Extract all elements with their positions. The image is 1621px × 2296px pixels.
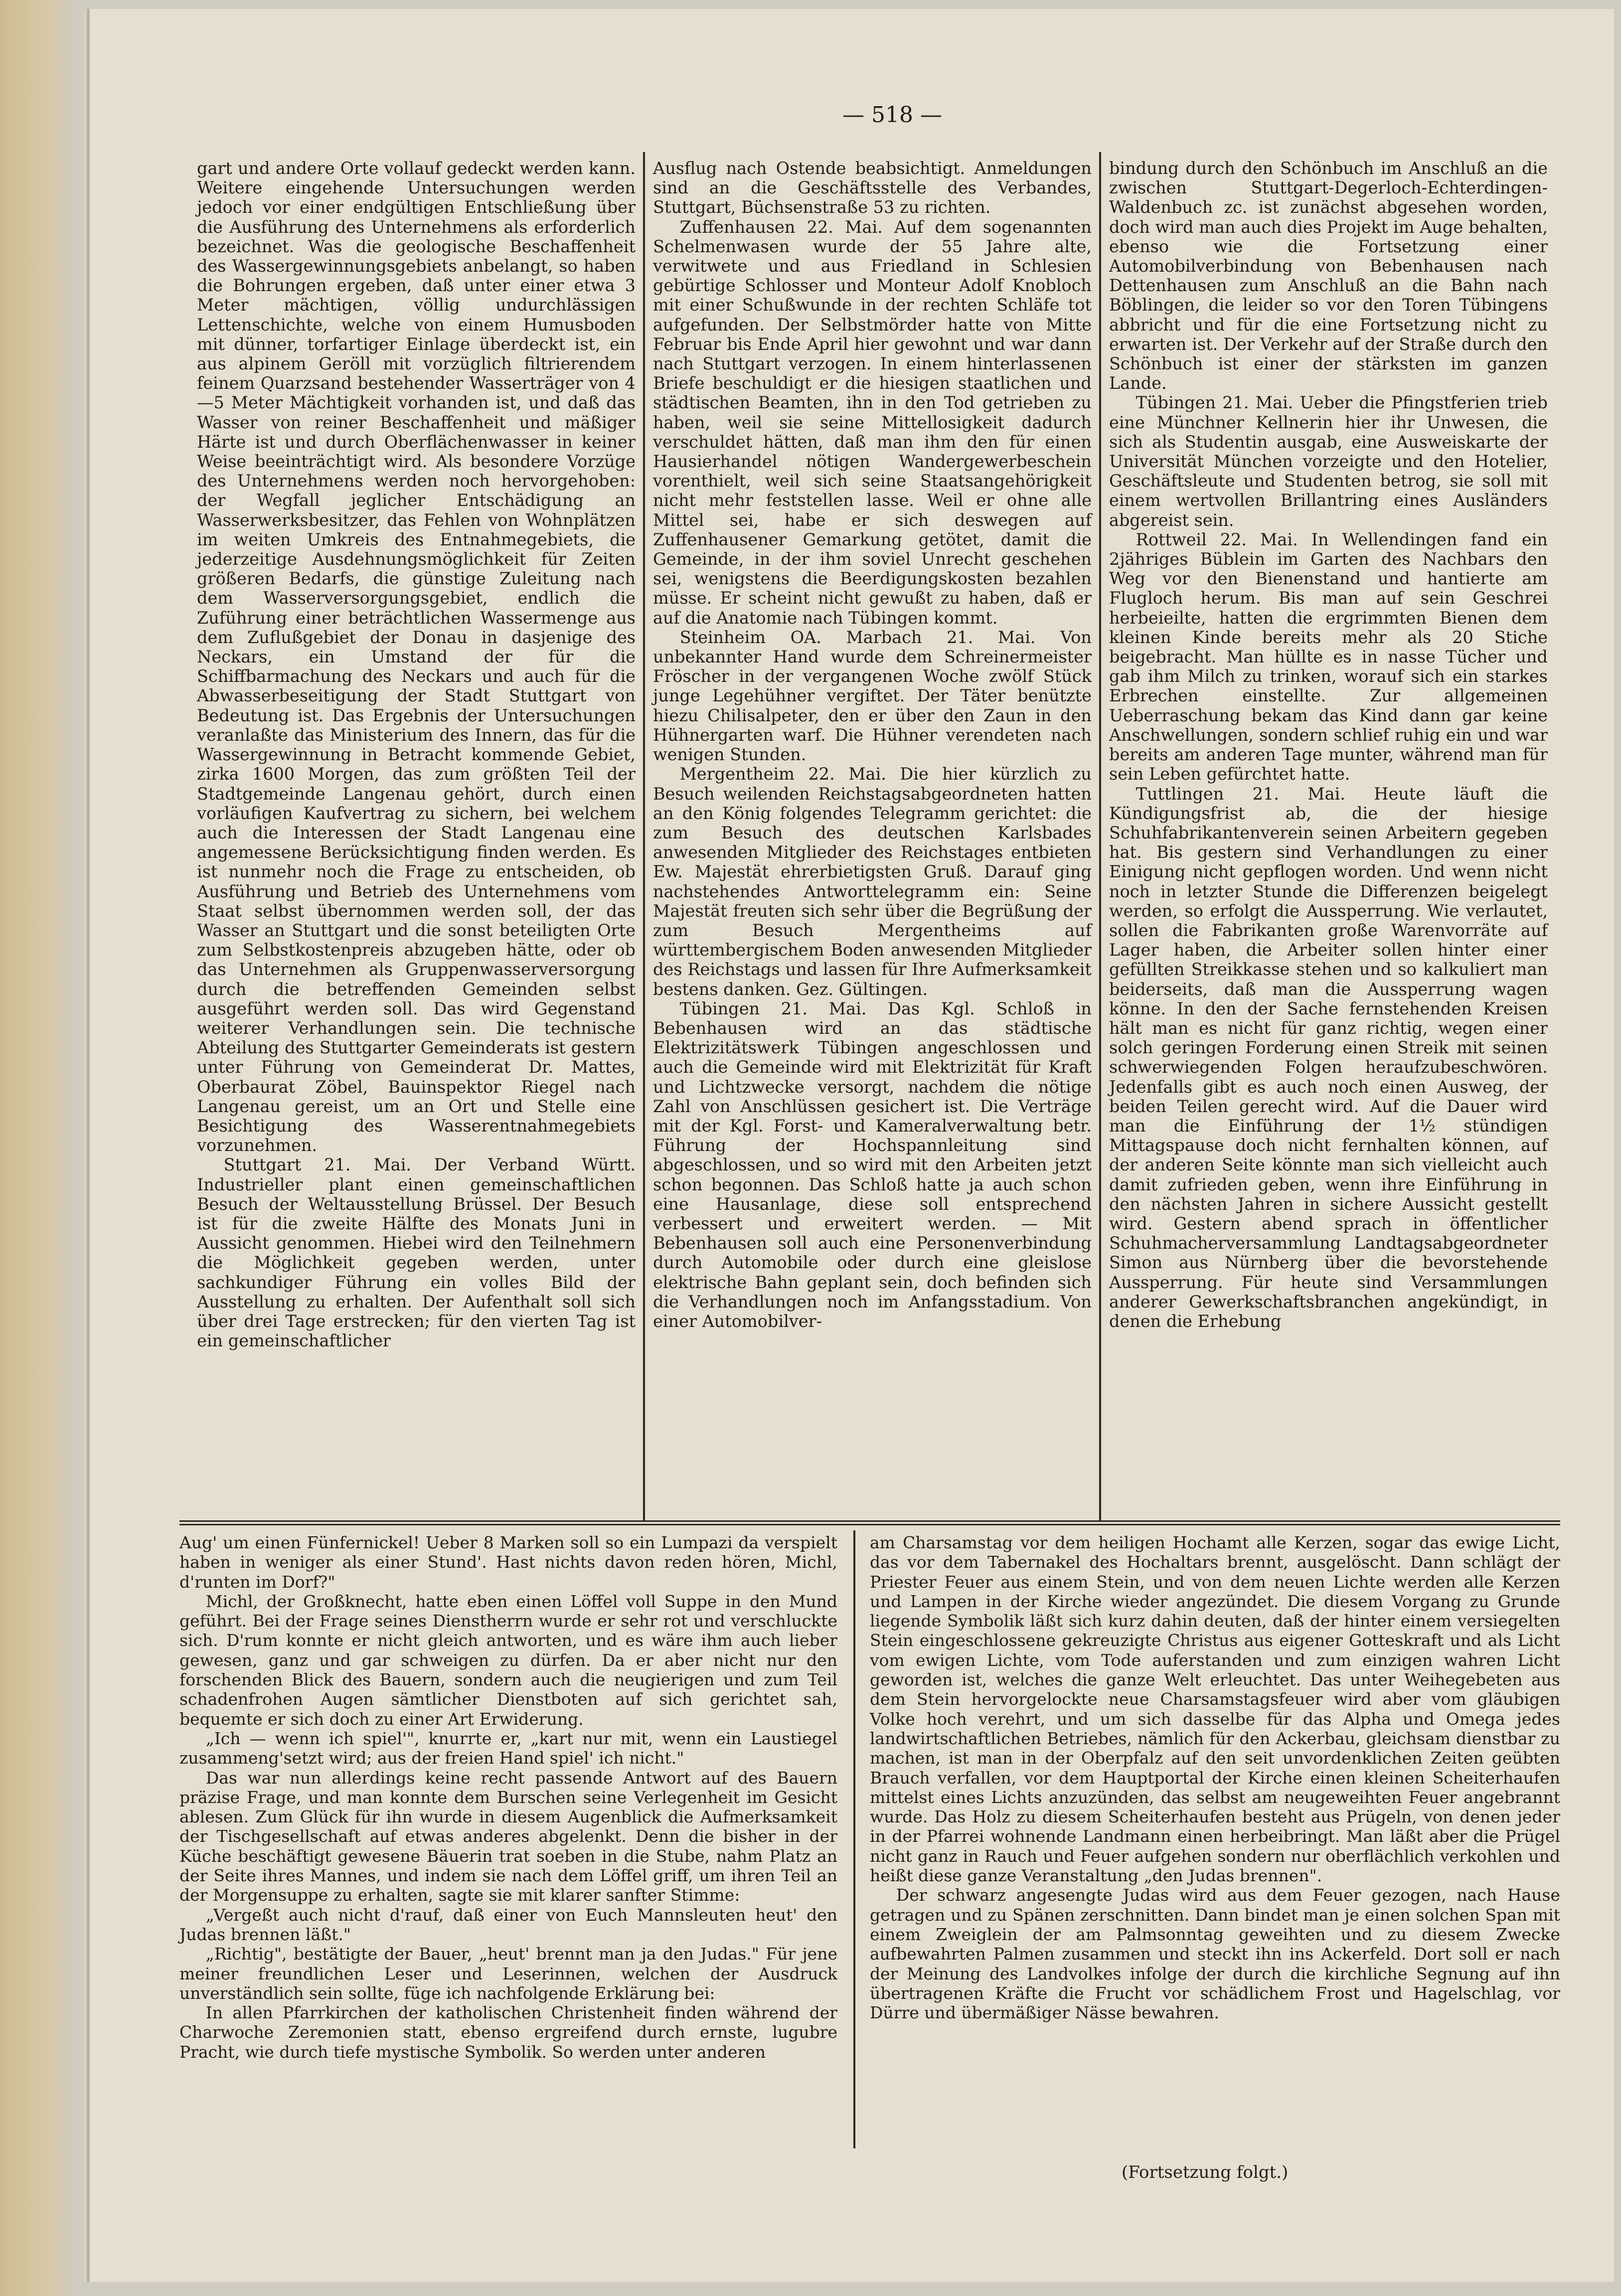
column-2-paragraph: Ausflug nach Ostende beabsichtigt. Anmeldungen sind an die Geschäftsstelle des Verbandes, Stuttgart, Büchsenstraße 53 zu richten. [653, 159, 1092, 217]
column-2-paragraph: Zuffenhausen 22. Mai. Auf dem sogenannten Schelmenwasen wurde der 55 Jahre alte, verwitwete und aus Friedland in Schlesien gebürtige Schlosser und Monteur Adolf Knobloch mit einer Schußwunde in der rechten Schläfe tot aufgefunden. Der Selbstmörder hatte von Mitte Februar bis Ende April hier gewohnt und war dann nach Stuttgart verzogen. In einem hinterlassenen Briefe beschuldigt er die hiesigen staatlichen und städtischen Beamten, ihn in den Tod getrieben zu haben, weil sie seine Mittellosigkeit dadurch verschuldet hätten, daß man ihm den für einen Hausierhandel nötigen Wandergewerbeschein vorenthielt, weil sich seine Staatsangehörigkeit nicht mehr feststellen lasse. Weil er ohne alle Mittel sei, habe er sich deswegen auf Zuffenhausener Gemarkung getötet, damit die Gemeinde, in der ihm soviel Unrecht geschehen sei, wenigstens die Beerdigungskosten bezahlen müsse. Er scheint nicht gewußt zu haben, daß er auf die Anatomie nach Tübingen kommt. [653, 217, 1092, 628]
column-2-paragraph: Steinheim OA. Marbach 21. Mai. Von unbekannter Hand wurde dem Schreinermeister Fröscher in der vergangenen Woche zwölf Stück junge Legehühner vergiftet. Der Täter benützte hiezu Chilisalpeter, den er über den Zaun in den Hühnergarten warf. Die Hühner verendeten nach wenigen Stunden. [653, 627, 1092, 765]
column-1-paragraph: Stuttgart 21. Mai. Der Verband Württ. Industrieller plant einen gemeinschaftlichen Besuch der Weltausstellung Brüssel. Der Besuch ist für die zweite Hälfte des Monats Juni in Aussicht genommen. Hiebei wird den Teilnehmern die Möglichkeit gegeben werden, unter sachkundiger Führung ein volles Bild der Ausstellung zu erhalten. Der Aufenthalt soll sich über drei Tage erstrecken; für den vierten Tag ist ein gemeinschaftlicher [197, 1155, 636, 1351]
feuilleton-divider [853, 1530, 855, 2148]
column-2 [653, 159, 1092, 1331]
column-3-paragraph: Rottweil 22. Mai. In Wellendingen fand ein 2jähriges Büblein im Garten des Nachbars den Weg vor den Bienenstand und hantierte am Flugloch herum. Bis man auf sein Geschrei herbeieilte, hatten die ergrimmten Bienen dem kleinen Kinde bereits mehr als 20 Stiche beigebracht. Man hüllte es in nasse Tücher und gab ihm Milch zu trinken, worauf sich ein starkes Erbrechen einstellte. Zur allgemeinen Ueberraschung bekam das Kind dann gar keine Anschwellungen, sondern schlief ruhig ein und war bereits am anderen Tage munter, während man für sein Leben gefürchtet hatte. [1109, 529, 1548, 784]
page-number: — 518 — [842, 102, 942, 128]
feuilleton-paragraph: Das war nun allerdings keine recht passende Antwort auf des Bauern präzise Frage, und man konnte dem Burschen seine Verlegenheit im Gesicht ablesen. Zum Glück für ihn wurde in diesem Augenblick die Aufmerksamkeit der Tischgesellschaft auf etwas anderes abgelenkt. Denn die bisher in der Küche beschäftigt gewesene Bäuerin trat soeben in die Stube, nahm Platz an der Seite ihres Mannes, und indem sie nach dem Löffel griff, um ihren Teil an der Morgensuppe zu erhalten, sagte sie mit klarer sanfter Stimme: [179, 1768, 837, 1905]
feuilleton-paragraph: In allen Pfarrkirchen der katholischen Christenheit finden während der Charwoche Zeremonien statt, ebenso ergreifend durch ernste, lugubre Pracht, wie durch tiefe mystische Symbolik. So werden unter anderen [179, 2003, 837, 2062]
feuilleton-right-column [870, 1533, 1560, 2022]
feuilleton-paragraph: „Vergeßt auch nicht d'rauf, daß einer von Euch Mannsleuten heut' den Judas brennen läßt." [179, 1905, 837, 1944]
feuilleton-paragraph: „Richtig", bestätigte der Bauer, „heut' brennt man ja den Judas." Für jene meiner freundlichen Leser und Leserinnen, welchen der Ausdruck unverständlich sein sollte, füge ich nachfolgende Erklärung bei: [179, 1944, 837, 2003]
column-3-paragraph: Tuttlingen 21. Mai. Heute läuft die Kündigungsfrist ab, die der hiesige Schuhfabrikantenverein seinen Arbeitern gegeben hat. Bis gestern sind Verhandlungen zu einer Einigung nicht gepflogen worden. Und wenn nicht noch in letzter Stunde die Differenzen beigelegt werden, so erfolgt die Aussperrung. Wie verlautet, sollen die Fabrikanten große Warenvorräte auf Lager haben, die Arbeiter sollen hinter einer gefüllten Streikkasse stehen und so kalkuliert man beiderseits, daß man die Aussperrung wagen könne. In den der Sache fernstehenden Kreisen hält man es nicht für ganz richtig, wegen einer solch geringen Forderung einen Streik mit seinen schwerwiegenden Folgen heraufzubeschwören. Jedenfalls gibt es auch noch einen Ausweg, der beiden Teilen gerecht wird. Auf die Dauer wird man die Einführung der 1½ stündigen Mittagspause doch nicht fernhalten können, auf der anderen Seite könnte man sich vielleicht auch damit zufrieden geben, wenn ihre Einführung in den nächsten Jahren in sichere Aussicht gestellt wird. Gestern abend sprach in öffentlicher Schuhmacherversammlung Landtagsabgeordneter Simon aus Nürnberg über die bevorstehende Aussperrung. Für heute sind Versammlungen anderer Gewerkschaftsbranchen angekündigt, in denen die Erhebung [1109, 784, 1548, 1331]
feuilleton-paragraph: „Ich — wenn ich spiel'", knurrte er, „kart nur mit, wenn ein Laustiegel zusammeng'setzt wird; aus der freien Hand spiel' ich nicht." [179, 1728, 837, 1768]
column-3-paragraph: bindung durch den Schönbuch im Anschluß an die zwischen Stuttgart-Degerloch-Echterdingen-Waldenbuch zc. ist zunächst abgesehen worden, doch wird man auch dies Projekt im Auge behalten, ebenso wie die Fortsetzung einer Automobilverbindung von Bebenhausen nach Dettenhausen zum Anschluß an die Bahn nach Böblingen, die leider so vor den Toren Tübingens abbricht und für die eine Fortsetzung nicht zu erwarten ist. Der Verkehr auf der Straße durch den Schönbuch ist einer der stärksten im ganzen Lande. [1109, 159, 1548, 393]
feuilleton-paragraph: am Charsamstag vor dem heiligen Hochamt alle Kerzen, sogar das ewige Licht, das vor dem Tabernakel des Hochaltars brennt, ausgelöscht. Dann schlägt der Priester Feuer aus einem Stein, und von dem neuen Lichte werden alle Kerzen und Lampen in der Kirche wieder angezündet. Die diesem Vorgang zu Grunde liegende Symbolik läßt sich kurz dahin deuten, daß der hinter einem versiegelten Stein eingeschlossene gekreuzigte Christus aus eigener Gotteskraft und als Licht vom ewigen Lichte, vom Tode auferstanden und zum einzigen wahren Licht geworden ist, welches die ganze Welt erleuchtet. Das unter Weihegebeten aus dem Stein hervorgelockte neue Charsamstagsfeuer wird aber vom gläubigen Volke hoch verehrt, und um sich dasselbe für das Alpha und Omega jedes landwirtschaftlichen Betriebes, nämlich für den Ackerbau, gleichsam dienstbar zu machen, ist man in der Oberpfalz auf den seit unvordenklichen Zeiten geübten Brauch verfallen, vor dem Hauptportal der Kirche einen kleinen Scheiterhaufen mittelst eines Lichts anzuzünden, das selbst am neugeweihten Feuer angebrannt wurde. Das Holz zu diesem Scheiterhaufen besteht aus Prügeln, von denen jeder in der Pfarrei wohnende Landmann einen herbeibringt. Man läßt aber die Prügel nicht ganz in Rauch und Feuer aufgehen sondern nur oberflächlich verkohlen und heißt diese ganze Veranstaltung „den Judas brennen". [870, 1533, 1560, 1886]
column-3 [1109, 159, 1548, 1331]
column-1-paragraph: gart und andere Orte vollauf gedeckt werden kann. Weitere eingehende Untersuchungen werden jedoch vor einer endgültigen Entschließung über die Ausführung des Unternehmens als erforderlich bezeichnet. Was die geologische Beschaffenheit des Wassergewinnungsgebiets anbelangt, so haben die Bohrungen ergeben, daß unter einer etwa 3 Meter mächtigen, völlig undurchlässigen Lettenschichte, welche von einem Humusboden mit dünner, torfartiger Einlage überdeckt ist, ein aus alpinem Geröll mit vorzüglich filtrierendem feinem Quarzsand bestehender Wasserträger von 4—5 Meter Mächtigkeit vorhanden ist, und daß das Wasser von reiner Beschaffenheit und mäßiger Härte ist und durch Oberflächenwasser in keiner Weise beeinträchtigt wird. Als besondere Vorzüge des Unternehmens werden noch hervorgehoben: der Wegfall jeglicher Entschädigung an Wasserwerksbesitzer, das Fehlen von Wohnplätzen im weiten Umkreis des Entnahmegebiets, die jederzeitige Ausdehnungsmöglichkeit für Zeiten größeren Bedarfs, die günstige Zuleitung nach dem Wasserversorgungsgebiet, endlich die Zuführung einer beträchtlichen Wassermenge aus dem Zuflußgebiet der Donau in dasjenige des Neckars, ein Umstand der für die Schiffbarmachung des Neckars und auch für die Abwasserbeseitigung der Stadt Stuttgart von Bedeutung ist. Das Ergebnis der Untersuchungen veranlaßte das Ministerium des Innern, das für die Wassergewinnung in Betracht kommende Gebiet, zirka 1600 Morgen, das zum größten Teil der Stadtgemeinde Langenau gehört, durch einen vorläufigen Kaufvertrag zu sichern, bei welchem auch die Interessen der Stadt Langenau eine angemessene Berücksichtigung finden werden. Es ist nunmehr noch die Frage zu entscheiden, ob Ausführung und Betrieb des Unternehmens vom Staat selbst übernommen werden soll, der das Wasser an Stuttgart und die sonst beteiligten Orte zum Selbstkostenpreis abzugeben hätte, oder ob das Unternehmen als Gruppenwasserversorgung durch die betreffenden Gemeinden selbst ausgeführt werden soll. Das wird Gegenstand weiterer Verhandlungen sein. Die technische Abteilung des Stuttgarter Gemeinderats ist gestern unter Führung von Gemeinderat Dr. Mattes, Oberbaurat Zöbel, Bauinspektor Riegel nach Langenau gereist, um an Ort und Stelle eine Besichtigung des Wasserentnahmegebiets vorzunehmen. [197, 159, 636, 1155]
feuilleton-paragraph: Der schwarz angesengte Judas wird aus dem Feuer gezogen, nach Hause getragen und zu Spänen zerschnitten. Dann bindet man je einen solchen Span mit einem Zweiglein der am Palmsonntag geweihten und zu diesem Zwecke aufbewahrten Palmen zusammen und steckt ihn ins Ackerfeld. Dort soll er nach der Meinung des Landvolkes infolge der durch die kirchliche Segnung auf ihn übertragenen Kräfte die Frucht vor schädlichem Frost und Hagelschlag, vor Dürre und übermäßiger Nässe bewahren. [870, 1885, 1560, 2023]
column-divider [643, 152, 645, 1520]
feuilleton-paragraph: Michl, der Großknecht, hatte eben einen Löffel voll Suppe in den Mund geführt. Bei der Frage seines Dienstherrn wurde er sehr rot und verschluckte sich. D'rum konnte er nicht gleich antworten, und es wäre ihm auch lieber gewesen, ganz und gar schweigen zu dürfen. Da er aber nicht nur den forschenden Blick des Bauern, sondern auch die neugierigen und zum Teil schadenfrohen Augen sämtlicher Dienstboten auf sich gerichtet sah, bequemte er sich doch zu einer Art Erwiderung. [179, 1591, 837, 1729]
feuilleton-left-column [179, 1533, 837, 2062]
feuilleton-paragraph: Aug' um einen Fünfernickel! Ueber 8 Marken soll so ein Lumpazi da verspielt haben in weniger als einer Stund'. Hast nichts davon reden hören, Michl, d'runten im Dorf?" [179, 1533, 837, 1592]
page-edge-shadow [0, 0, 75, 2296]
continuation-note: (Fortsetzung folgt.) [1122, 2162, 1289, 2182]
column-3-paragraph: Tübingen 21. Mai. Ueber die Pfingstferien trieb eine Münchner Kellnerin hier ihr Unwesen, die sich als Studentin ausgab, eine Ausweiskarte der Universität München vorzeigte und den Hotelier, Geschäftsleute und Studenten betrog, sie soll mit einem wertvollen Brillantring eines Ausländers abgereist sein. [1109, 393, 1548, 530]
column-1 [197, 159, 636, 1350]
column-divider [1099, 152, 1101, 1520]
column-2-paragraph: Tübingen 21. Mai. Das Kgl. Schloß in Bebenhausen wird an das städtische Elektrizitätswerk Tübingen angeschlossen und auch die Gemeinde wird mit Elektrizität für Kraft und Lichtzwecke versorgt, nachdem die nötige Zahl von Anschlüssen gesichert ist. Die Verträge mit der Kgl. Forst- und Kameralverwaltung betr. Führung der Hochspannleitung sind abgeschlossen, und so wird mit den Arbeiten jetzt schon begonnen. Das Schloß hatte ja auch schon eine Hausanlage, diese soll entsprechend verbessert und erweitert werden. — Mit Bebenhausen soll auch eine Personenverbindung durch Automobile oder durch eine gleislose elektrische Bahn geplant sein, doch befinden sich die Verhandlungen noch im Anfangsstadium. Von einer Automobilver- [653, 998, 1092, 1331]
feuilleton-separator [179, 1520, 1560, 1522]
column-2-paragraph: Mergentheim 22. Mai. Die hier kürzlich zu Besuch weilenden Reichstagsabgeordneten hatten an den König folgendes Telegramm gerichtet: die zum Besuch des deutschen Karlsbades anwesenden Mitglieder des Reichstages entbieten Ew. Majestät ehrerbietigsten Gruß. Darauf ging nachstehendes Antworttelegramm ein: Seine Majestät freuten sich sehr über die Begrüßung der zum Besuch Mergentheims auf württembergischem Boden anwesenden Mitglieder des Reichstags und lassen für Ihre Aufmerksamkeit bestens danken. Gez. Gültingen. [653, 764, 1092, 999]
